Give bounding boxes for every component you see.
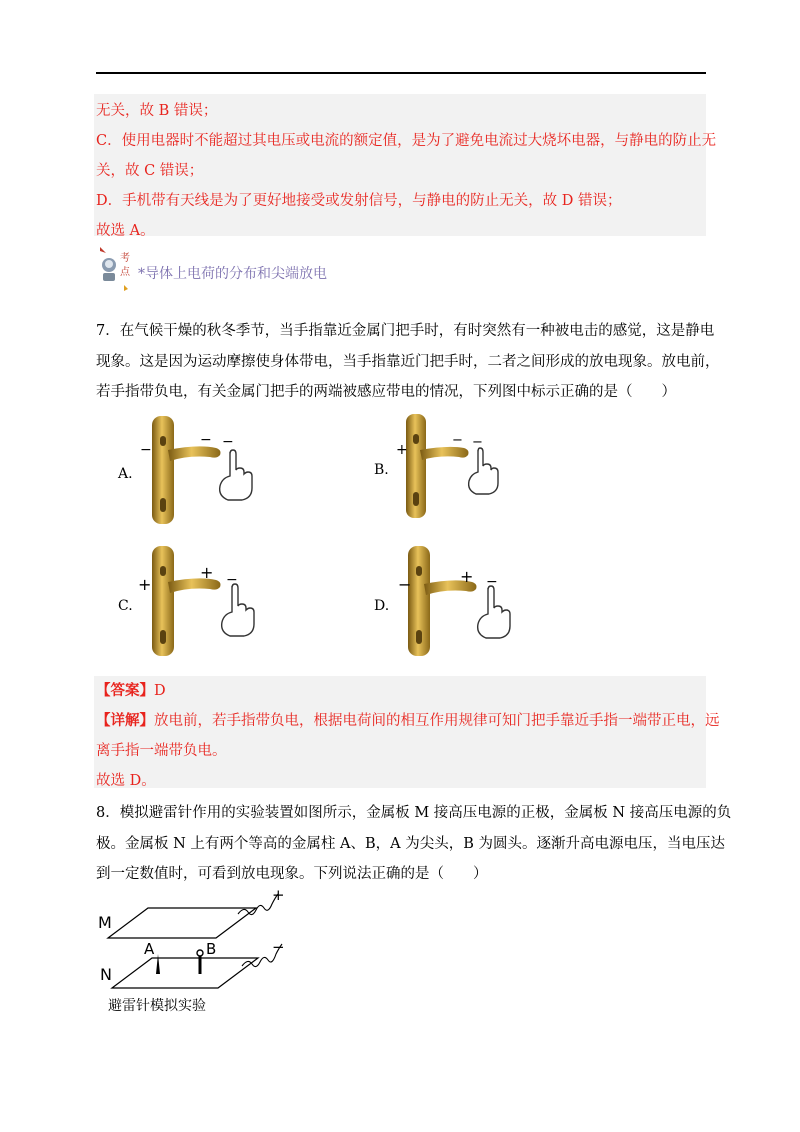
solution-line: 故选 A。: [96, 223, 155, 239]
solution-line: D．手机带有天线是为了更好地接受或发射信号，与静电的防止无关，故 D 错误；: [96, 193, 622, 209]
charge-sign: −: [140, 442, 152, 458]
hand-icon: [469, 448, 498, 494]
lightning-rod-figure: [96, 886, 306, 1016]
answer-value: D: [154, 683, 166, 699]
detail-line: [94, 706, 720, 736]
charge-sign: −: [486, 574, 498, 590]
kaodian-text: *导体上电荷的分布和尖端放电: [138, 266, 327, 282]
charge-sign: −: [222, 434, 234, 450]
pillar-b-head: [197, 950, 203, 956]
question-line: 到一定数值时，可看到放电现象。下列说法正确的是（ ）: [96, 866, 488, 882]
lever-handle: [420, 447, 469, 460]
charge-sign: −: [200, 432, 212, 448]
lever-handle: [168, 446, 221, 461]
conclusion-line: 故选 D。: [96, 773, 156, 789]
option-c[interactable]: [118, 542, 278, 660]
question-line: 现象。这是因为运动摩擦使身体带电，当手指靠近门把手时，二者之间形成的放电现象。放电前，: [96, 353, 720, 370]
question-line: 8．模拟避雷针作用的实验装置如图所示，金属板 M 接高压电源的正极，金属板 N 接高压电源的负: [96, 805, 732, 821]
question-line: 极。金属板 N 上有两个等高的金属柱 A、B，A 为尖头，B 为圆头。逐渐升高电源电压，当电压达: [96, 835, 725, 852]
door-handle-figure: [374, 542, 534, 660]
charge-sign: −: [226, 572, 238, 588]
option-b[interactable]: [374, 410, 534, 528]
charge-sign: +: [396, 442, 408, 458]
charge-sign: −: [472, 435, 483, 450]
door-handle-figure: [118, 542, 278, 660]
solution-line: 无关，故 B 错误；: [96, 103, 218, 119]
solution-line: 关，故 C 错误；: [96, 163, 204, 179]
label-b: B: [206, 940, 217, 958]
detail-line: 离手指一端带负电。: [96, 743, 227, 759]
answer-box: [94, 676, 720, 789]
option-label: D.: [374, 598, 390, 614]
answer-tag: 【答案】: [96, 682, 154, 699]
charge-sign: +: [460, 567, 474, 586]
charge-sign: +: [138, 575, 152, 594]
hand-icon: [220, 450, 252, 500]
hand-icon: [478, 586, 510, 638]
label-a: A: [144, 940, 155, 958]
label-n: N: [100, 965, 112, 984]
positive-terminal: +: [272, 886, 285, 904]
negative-terminal: −: [272, 938, 285, 956]
question-line: 7．在气候干燥的秋冬季节，当手指靠近金属门把手时，有时突然有一种被电击的感觉，这是静电: [96, 323, 715, 339]
door-handle-figure: [374, 410, 534, 528]
solution-box: [94, 94, 717, 239]
question-8-text: [96, 798, 731, 890]
plate-n: [112, 958, 258, 988]
option-label: B.: [374, 462, 389, 478]
charge-sign: −: [398, 575, 412, 594]
charge-sign: −: [452, 433, 463, 448]
kaodian-char: 考: [120, 253, 130, 264]
question-line: 若手指带负电，有关金属门把手的两端被感应带电的情况，下列图中标示正确的是（ ）: [96, 384, 676, 400]
option-label: A.: [118, 466, 133, 482]
kaodian-section: [94, 243, 334, 293]
solution-line: C．使用电器时不能超过其电压或电流的额定值，是为了避免电流过大烧坏电器，与静电的防止无: [96, 133, 717, 149]
detail-tag: 【详解】: [96, 712, 154, 729]
kaodian-char: 点: [120, 267, 130, 278]
answer-line: [94, 676, 706, 706]
figure-caption: 避雷针模拟实验: [108, 998, 206, 1014]
label-m: M: [98, 913, 112, 932]
plate-m: [108, 908, 256, 938]
option-d[interactable]: [374, 542, 534, 660]
charge-sign: +: [200, 563, 214, 582]
option-a[interactable]: [118, 410, 278, 528]
door-handle-figure: [118, 410, 278, 528]
header-rule: [96, 72, 706, 74]
kaodian-icon: [94, 243, 136, 293]
option-label: C.: [118, 598, 133, 614]
hand-icon: [222, 584, 254, 636]
question-7-text: [96, 316, 720, 408]
detail-text: 放电前，若手指带负电，根据电荷间的相互作用规律可知门把手靠近手指一端带正电，远: [154, 713, 720, 729]
